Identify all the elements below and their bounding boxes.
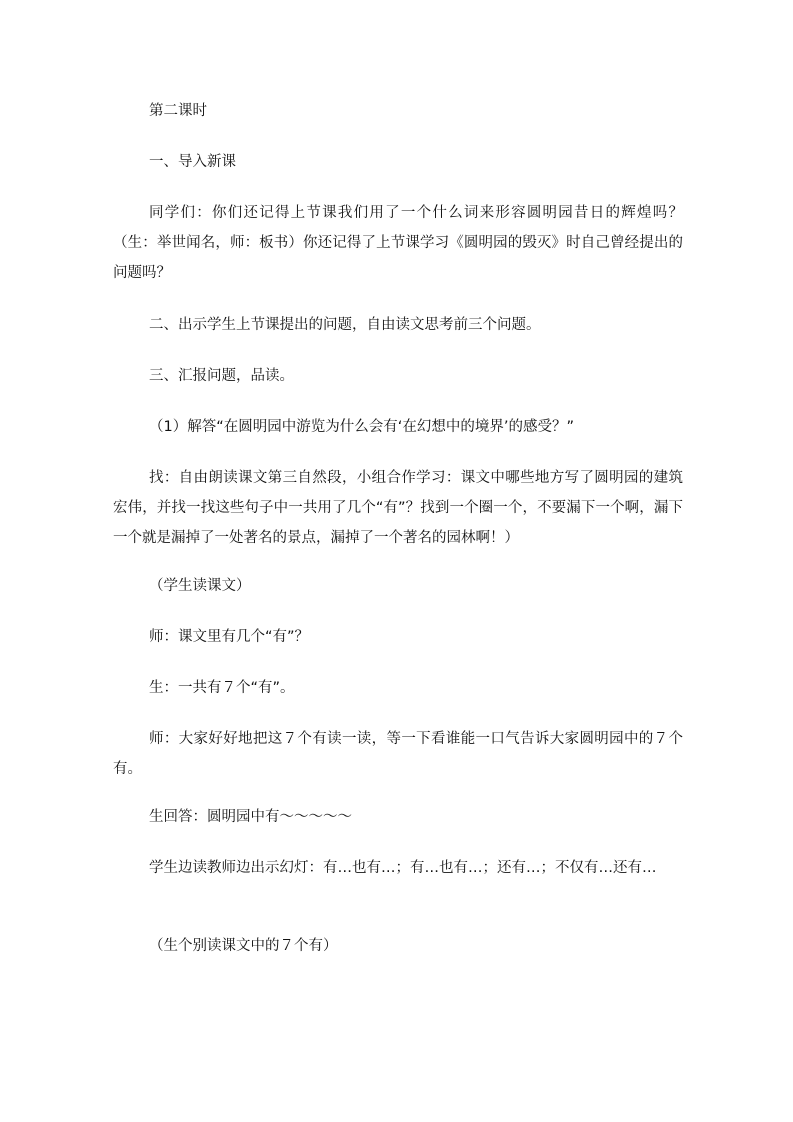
teacher-question-line: 师：课文里有几个“有”？	[149, 629, 310, 645]
individual-reading-note: （生个别读课文中的７个有）	[149, 938, 338, 954]
find-activity-paragraph: 找：自由朗读课文第三自然段，小组合作学习：课文中哪些地方写了圆明园的建筑宏伟，并找一找这些句子中一共用了几个“有”？找到一个圈一个，不要漏下一个啊，漏下一个就是漏掉了一处著名的景点，漏掉了一个著名的园林啊！）	[113, 470, 683, 546]
section-heading-intro: 一、导入新课	[149, 154, 236, 170]
question-1-paragraph: （1）解答“在圆明园中游览为什么会有‘在幻想中的境界’的感受？”	[149, 419, 574, 435]
section-heading-questions: 二、出示学生上节课提出的问题，自由读文思考前三个问题。	[149, 317, 541, 333]
students-read-note: （学生读课文）	[149, 578, 251, 594]
student-reply-line: 生回答：圆明园中有～～～～～	[149, 809, 352, 825]
slide-pattern-paragraph: 学生边读教师边出示幻灯：有…也有…；有…也有…；还有…；不仅有…还有…	[149, 860, 657, 876]
intro-paragraph: 同学们：你们还记得上节课我们用了一个什么词来形容圆明园昔日的辉煌吗？（生：举世闻名，师：板书）你还记得了上节课学习《圆明园的毁灭》时自己曾经提出的问题吗？	[113, 205, 683, 281]
teacher-instruction-paragraph: 师：大家好好地把这７个有读一读，等一下看谁能一口气告诉大家圆明园中的７个有。	[113, 731, 683, 777]
section-heading-report: 三、汇报问题，品读。	[149, 368, 294, 384]
lesson-period-heading: 第二课时	[149, 103, 207, 119]
student-answer-line: 生：一共有７个“有”。	[149, 680, 295, 696]
